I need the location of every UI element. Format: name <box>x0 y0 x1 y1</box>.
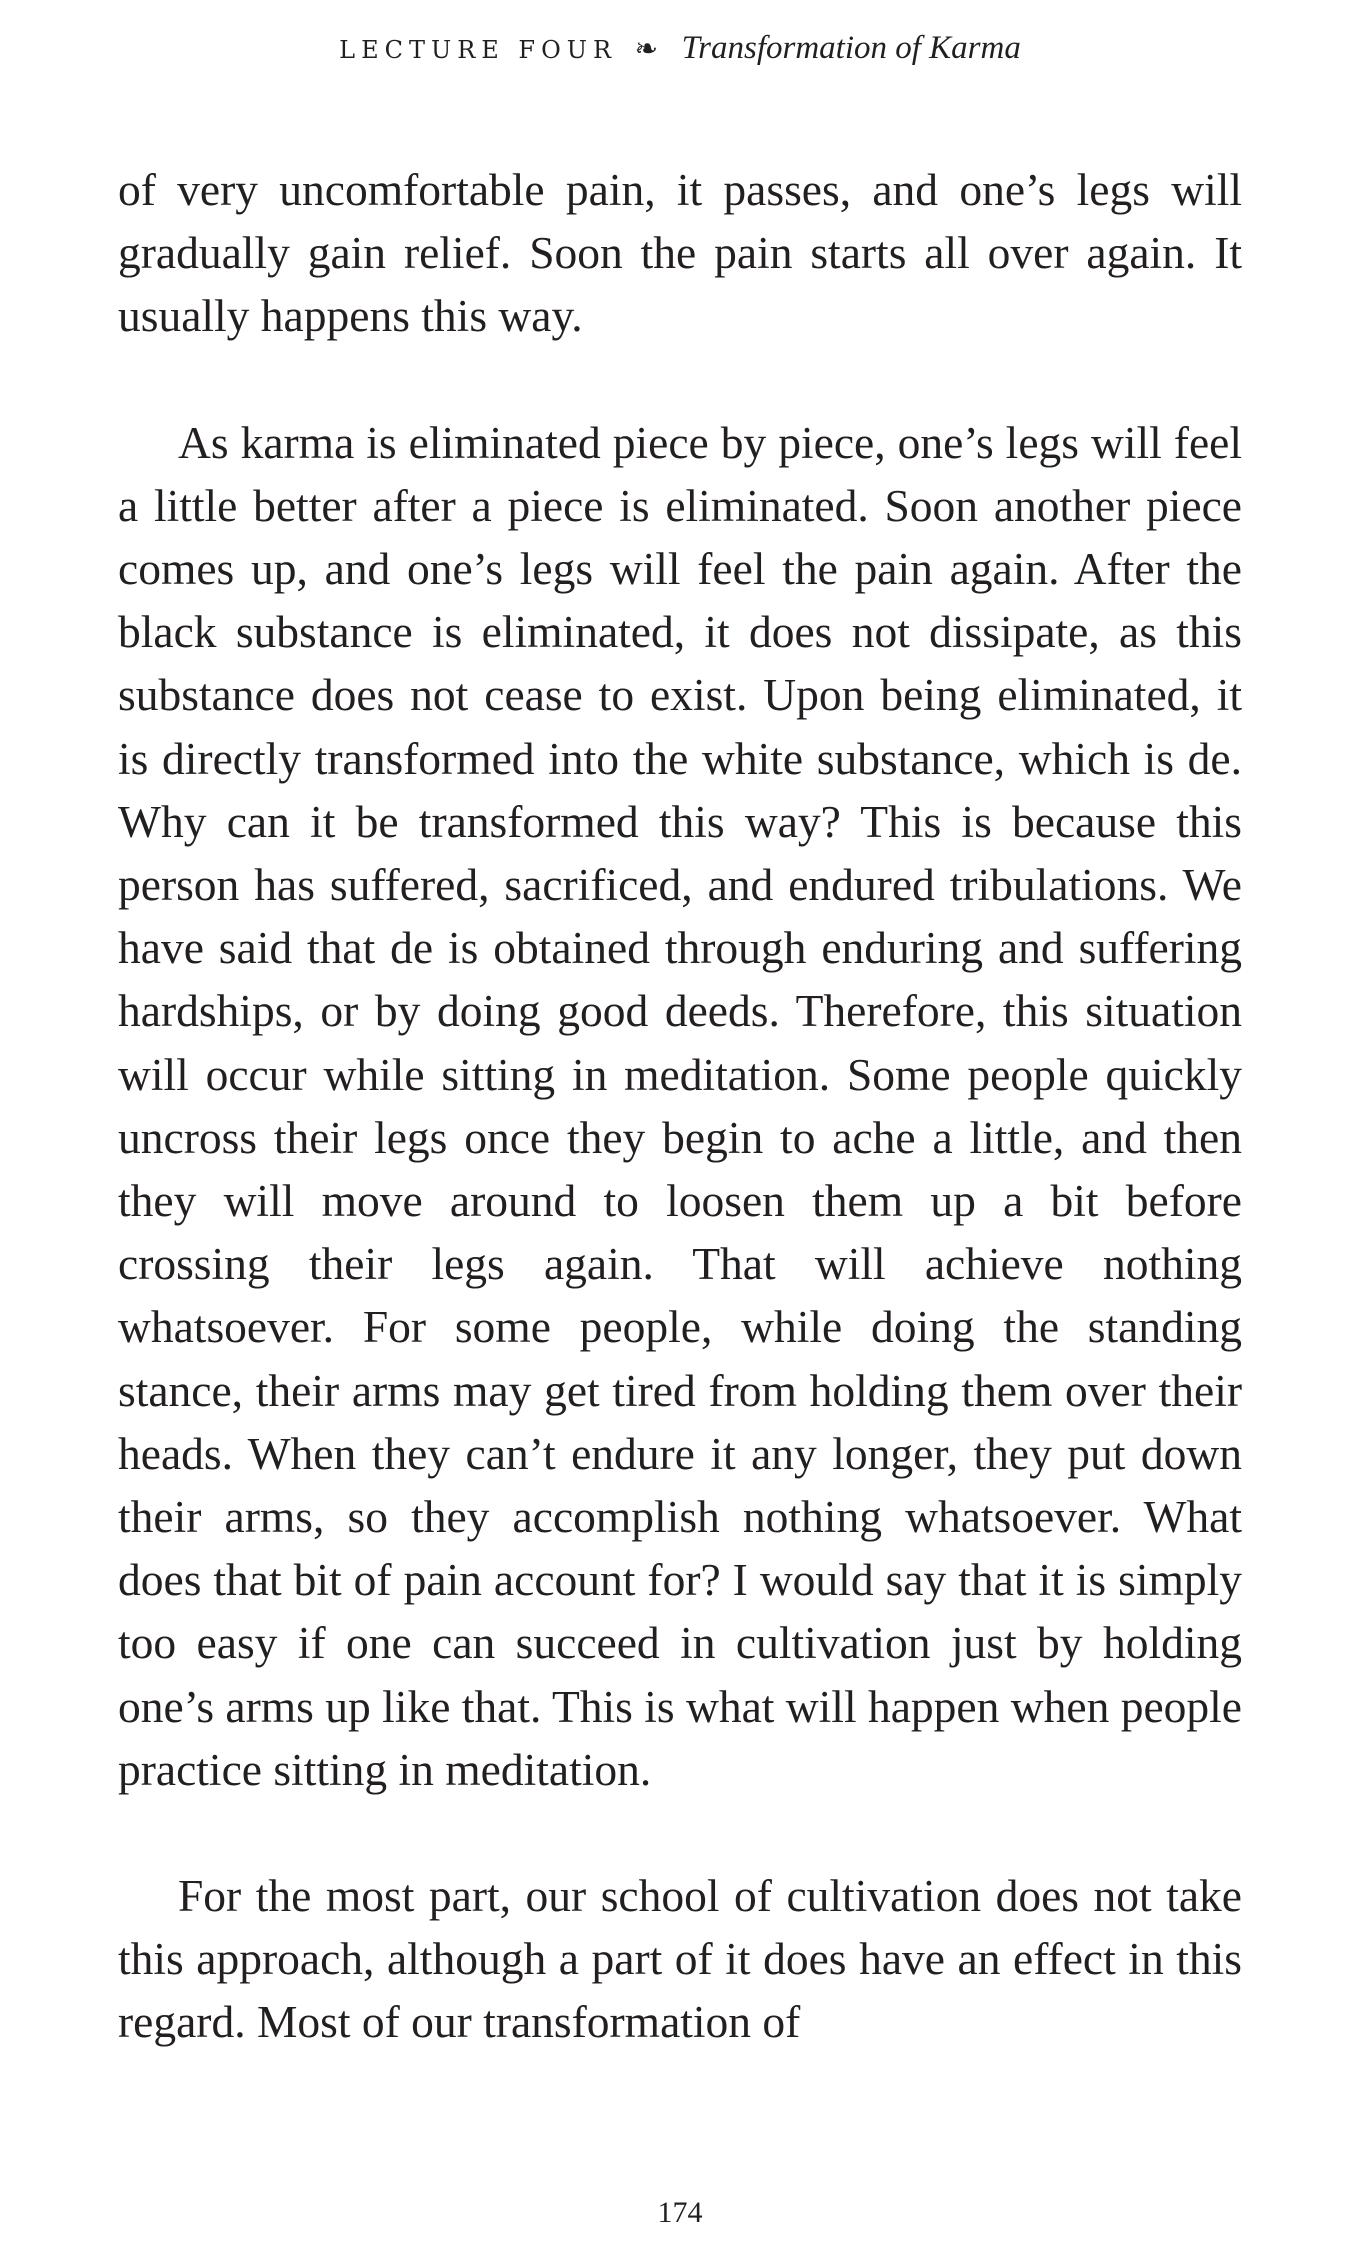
chapter-title: Transformation of Karma <box>681 30 1021 66</box>
lecture-label: LECTURE FOUR <box>339 36 618 64</box>
page-body <box>118 158 1242 2054</box>
fleuron-icon: ❧ <box>634 32 659 65</box>
paragraph-our-school: For the most part, our school of cultivation does not take this approach, although a part of it does have an effect in this regard. Most of our transformation of <box>118 1870 1242 2048</box>
paragraph-continued: of very uncomfortable pain, it passes, and one’s legs will gradually gain relief. Soon the pain starts all over again. It usually happens this way. <box>118 164 1242 342</box>
paragraph-karma-elimination: As karma is eliminated piece by piece, one’s legs will feel a little better after a piece is eliminated. Soon another piece comes up, and one’s legs will feel the pain again. After the black substance is eliminated, it does not dissipate, as this substance does not cease to exist. Upon being eliminated, it is directly transformed into the white substance, which is de. Why can it be transformed this way? This is because this person has suffered, sacrificed, and endured tribulations. We have said that de is obtained through enduring and suffering hardships, or by doing good deeds. Therefore, this situation will occur while sitting in meditation. Some people quickly uncross their legs once they begin to ache a little, and then they will move around to loosen them up a bit before crossing their legs again. That will achieve nothing whatsoever. For some people, while doing the standing stance, their arms may get tired from holding them over their heads. When they can’t endure it any longer, they put down their arms, so they accomplish nothing whatsoever. What does that bit of pain account for? I would say that it is simply too easy if one can succeed in cultivation just by holding one’s arms up like that. This is what will happen when people practice sitting in meditation. <box>118 416 1242 1795</box>
page-number: 174 <box>657 2196 703 2229</box>
running-header <box>0 28 1360 70</box>
